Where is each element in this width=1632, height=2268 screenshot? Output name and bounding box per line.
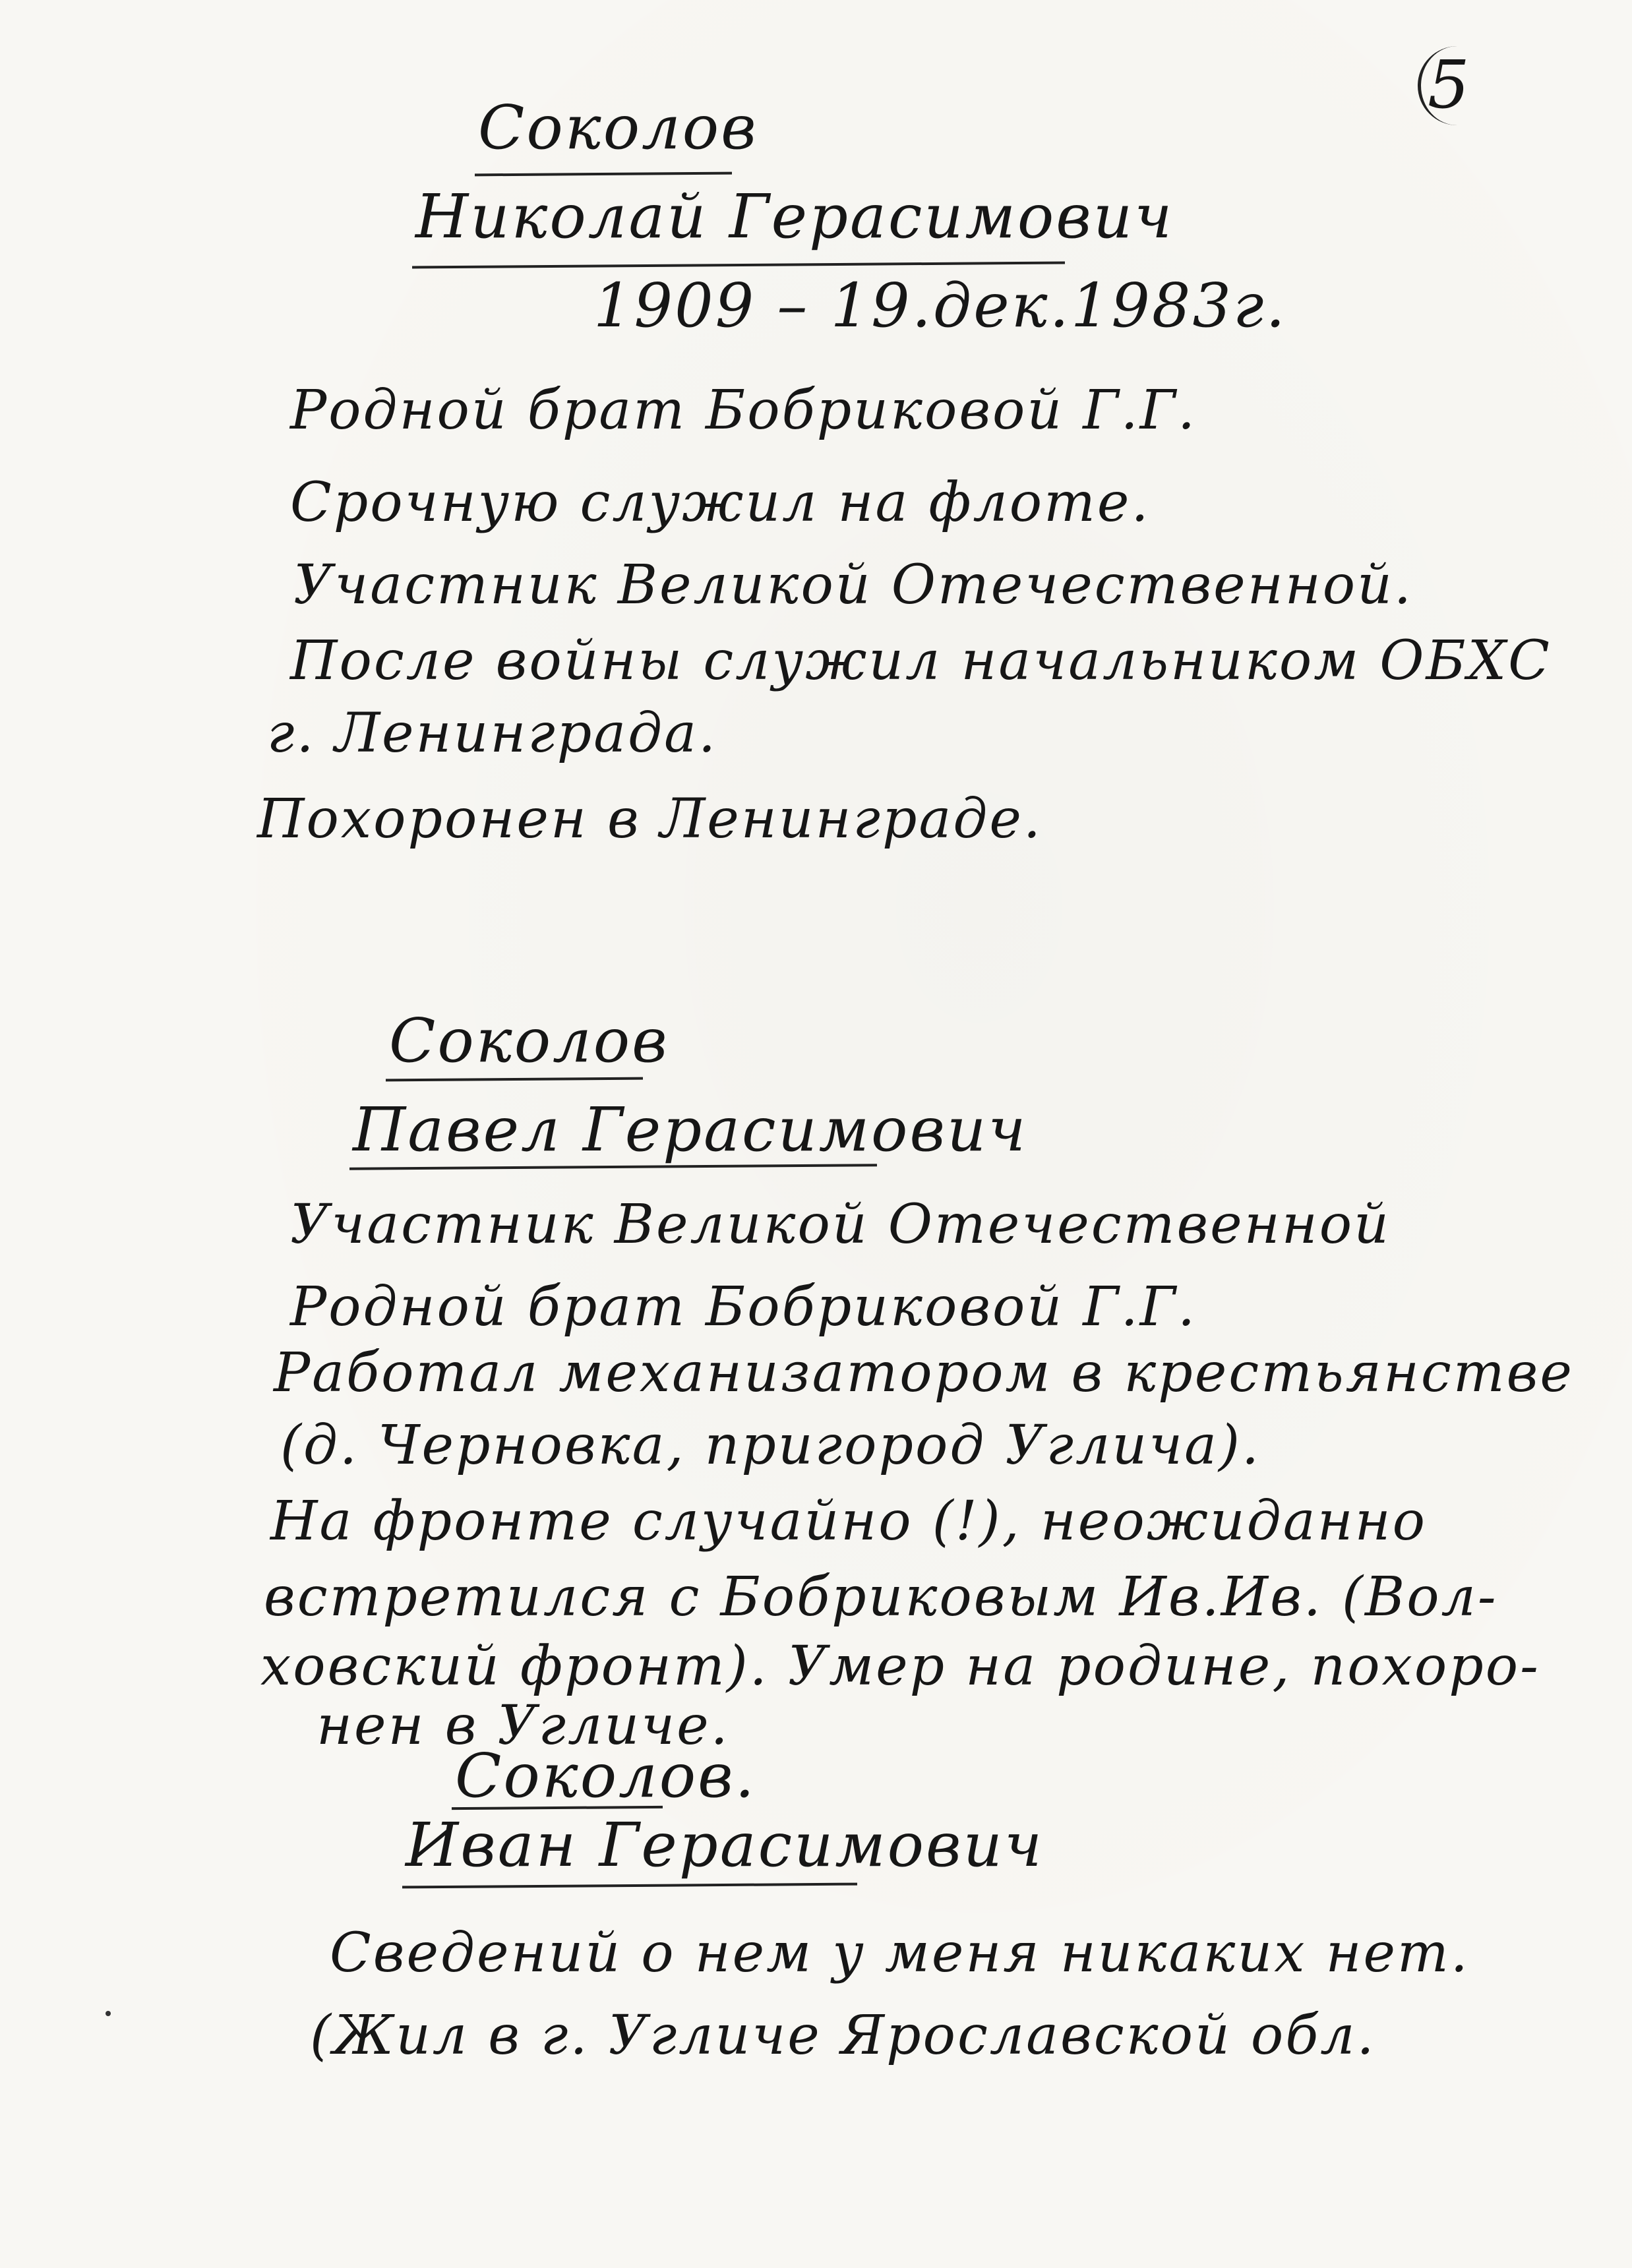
- entry-2-surname-underline: [386, 1077, 643, 1082]
- entry-1-line-4: После войны служил начальником ОБХС: [290, 630, 1552, 692]
- entry-1-surname-underline: [475, 172, 732, 177]
- entry-3-name: Иван Герасимович: [406, 1810, 1044, 1880]
- entry-3-line-1: Сведений о нем у меня никаких нет.: [330, 1922, 1470, 1984]
- entry-2-name: Павел Герасимович: [353, 1094, 1028, 1165]
- entry-1-line-3: Участник Великой Отечественной.: [293, 554, 1413, 616]
- page-number: 5: [1428, 46, 1472, 123]
- entry-2-line-2: Родной брат Бобриковой Г.Г.: [290, 1276, 1197, 1338]
- entry-1-line-2: Срочную служил на флоте.: [290, 471, 1151, 534]
- entry-2-line-5: На фронте случайно (!), неожиданно: [270, 1490, 1427, 1553]
- entry-3-line-2: (Жил в г. Угличе Ярославской обл.: [310, 2004, 1376, 2067]
- entry-1-line-6: Похоронен в Ленинграде.: [257, 788, 1043, 850]
- entry-3-name-underline: [402, 1883, 857, 1889]
- entry-2-line-1: Участник Великой Отечественной: [290, 1193, 1391, 1256]
- entry-2-line-4: (д. Черновка, пригород Углича).: [280, 1414, 1261, 1477]
- paper-speck: [106, 2011, 111, 2016]
- entry-1-name: Николай Герасимович: [415, 181, 1174, 252]
- entry-2-line-6: встретился с Бобриковым Ив.Ив. (Вол-: [264, 1566, 1498, 1628]
- entry-1-line-1: Родной брат Бобриковой Г.Г.: [290, 379, 1197, 442]
- entry-3-surname: Соколов.: [455, 1741, 756, 1811]
- entry-1-name-underline: [412, 262, 1065, 269]
- entry-2-surname: Соколов: [389, 1005, 669, 1076]
- entry-1-line-5: г. Ленинграда.: [267, 702, 718, 765]
- entry-2-line-8: нен в Угличе.: [317, 1694, 730, 1757]
- entry-2-line-3: Работал механизатором в крестьянстве: [274, 1342, 1574, 1404]
- entry-2-line-7: ховский фронт). Умер на родине, похоро-: [260, 1635, 1540, 1698]
- entry-1-surname: Соколов: [478, 92, 758, 163]
- entry-1-dates: 1909 – 19.дек.1983г.: [593, 270, 1287, 341]
